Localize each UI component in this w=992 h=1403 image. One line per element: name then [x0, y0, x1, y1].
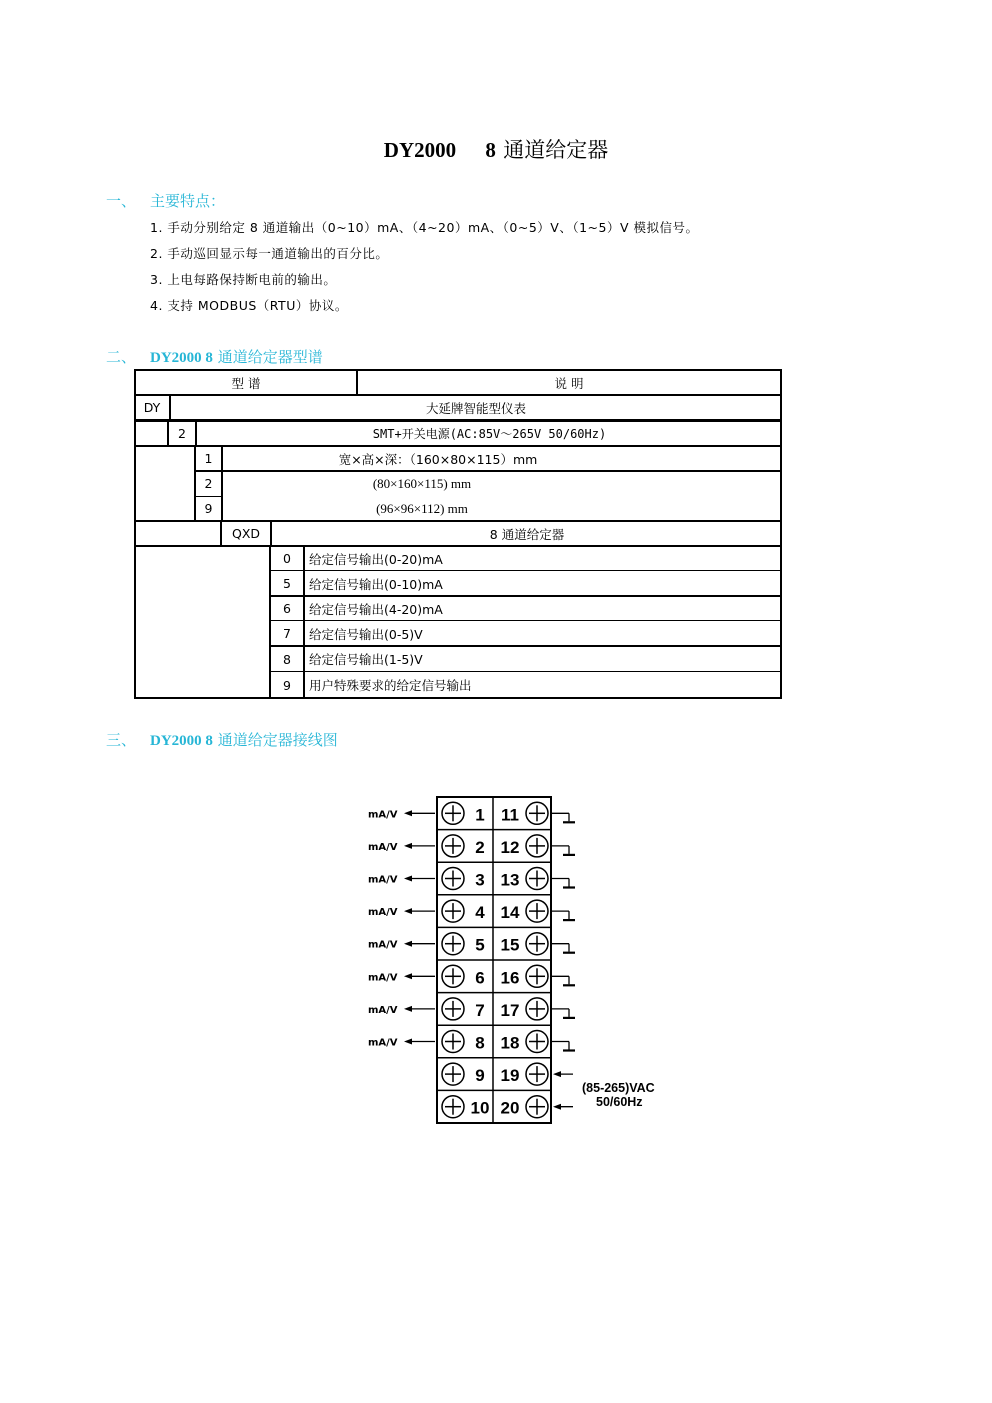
desc-output: 给定信号输出(0-5)V	[309, 626, 423, 642]
signal-label: mA/V	[368, 1037, 398, 1049]
code-output: 7	[283, 626, 291, 641]
terminal-number: 16	[500, 968, 520, 988]
terminal-number: 1	[475, 805, 485, 825]
desc-output: 给定信号输出(1-5)V	[309, 652, 423, 667]
terminal-number: 8	[475, 1033, 485, 1053]
section-heading-spec: 二、 DY2000 8 通道给定器型谱	[106, 348, 323, 366]
arrow-left-icon	[553, 1071, 561, 1077]
terminal-number: 3	[475, 870, 485, 890]
signal-label: mA/V	[368, 841, 398, 853]
terminal-number: 12	[500, 837, 520, 857]
feature-item: 3. 上电每路保持断电前的输出。	[150, 272, 337, 287]
wiring-diagram	[360, 790, 670, 1130]
desc-qxd: 8 通道给定器	[489, 526, 565, 542]
code-output: 0	[283, 551, 291, 566]
desc-size: (80×160×115) mm	[372, 475, 472, 491]
desc-dy: 大延牌智能型仪表	[425, 400, 526, 416]
code-output: 9	[283, 677, 291, 693]
terminal-number: 17	[500, 1000, 520, 1020]
section-heading-wiring: 三、 DY2000 8 通道给定器接线图	[106, 731, 338, 749]
signal-label: mA/V	[368, 939, 398, 951]
arrow-left-icon	[404, 941, 412, 947]
arrow-left-icon	[553, 1104, 561, 1110]
header-label-spec: 型 谱	[231, 375, 261, 391]
code-size: 9	[204, 501, 213, 516]
terminal-number: 15	[500, 935, 520, 955]
desc-output: 给定信号输出(0-20)mA	[309, 551, 443, 567]
power-label: 50/60Hz	[596, 1095, 643, 1109]
power-label: (85-265)VAC	[582, 1081, 655, 1095]
arrow-left-icon	[404, 1006, 412, 1012]
code-size: 2	[204, 476, 213, 491]
desc-size: (96×96×112) mm	[376, 500, 468, 516]
code-output: 5	[283, 576, 291, 591]
signal-label: mA/V	[368, 907, 398, 919]
terminal-number: 13	[500, 870, 520, 890]
spec-table	[134, 369, 782, 699]
page-title: DY2000 8 通道给定器	[383, 138, 609, 162]
terminal-number: 7	[475, 1000, 485, 1020]
desc-output: 给定信号输出(0-10)mA	[309, 576, 443, 592]
terminal-number: 20	[500, 1098, 520, 1118]
arrow-left-icon	[404, 973, 412, 979]
terminal-number: 4	[475, 903, 485, 923]
arrow-left-icon	[404, 908, 412, 914]
feature-item: 2. 手动巡回显示每一通道输出的百分比。	[150, 246, 389, 261]
feature-item: 4. 支持 MODBUS（RTU）协议。	[150, 298, 348, 313]
terminal-number: 11	[501, 805, 519, 825]
terminal-number: 9	[475, 1066, 485, 1086]
code-output: 6	[283, 601, 291, 616]
signal-label: mA/V	[368, 972, 398, 984]
terminal-number: 19	[500, 1066, 520, 1086]
arrow-left-icon	[404, 1039, 412, 1045]
terminal-number: 14	[500, 903, 520, 923]
arrow-left-icon	[404, 843, 412, 849]
desc-power: SMT+开关电源(AC:85V～265V 50/60Hz)	[372, 427, 607, 441]
desc-size: 宽×高×深：（160×80×115）mm	[338, 451, 538, 467]
desc-output: 给定信号输出(4-20)mA	[309, 601, 443, 617]
signal-label: mA/V	[368, 874, 398, 886]
signal-label: mA/V	[368, 1004, 398, 1016]
feature-item: 1. 手动分别给定 8 通道输出（0~10）mA、（4~20）mA、（0~5）V、（1~5）V 模拟信号。	[150, 220, 699, 235]
arrow-left-icon	[404, 810, 412, 816]
desc-output: 用户特殊要求的给定信号输出	[309, 678, 472, 693]
code-qxd: QXD	[231, 526, 261, 541]
code-output: 8	[283, 651, 291, 667]
code-power: 2	[178, 426, 186, 441]
terminal-number: 10	[470, 1098, 490, 1118]
terminal-number: 18	[500, 1033, 520, 1053]
code-size: 1	[204, 451, 213, 466]
terminal-number: 5	[475, 935, 485, 955]
header-label-desc: 说 明	[554, 375, 584, 391]
terminal-number: 6	[475, 968, 485, 988]
code-dy: DY	[143, 400, 161, 415]
terminal-number: 2	[475, 837, 485, 857]
section-heading-features: 一、 主要特点：	[106, 192, 226, 210]
signal-label: mA/V	[368, 809, 398, 821]
arrow-left-icon	[404, 876, 412, 882]
